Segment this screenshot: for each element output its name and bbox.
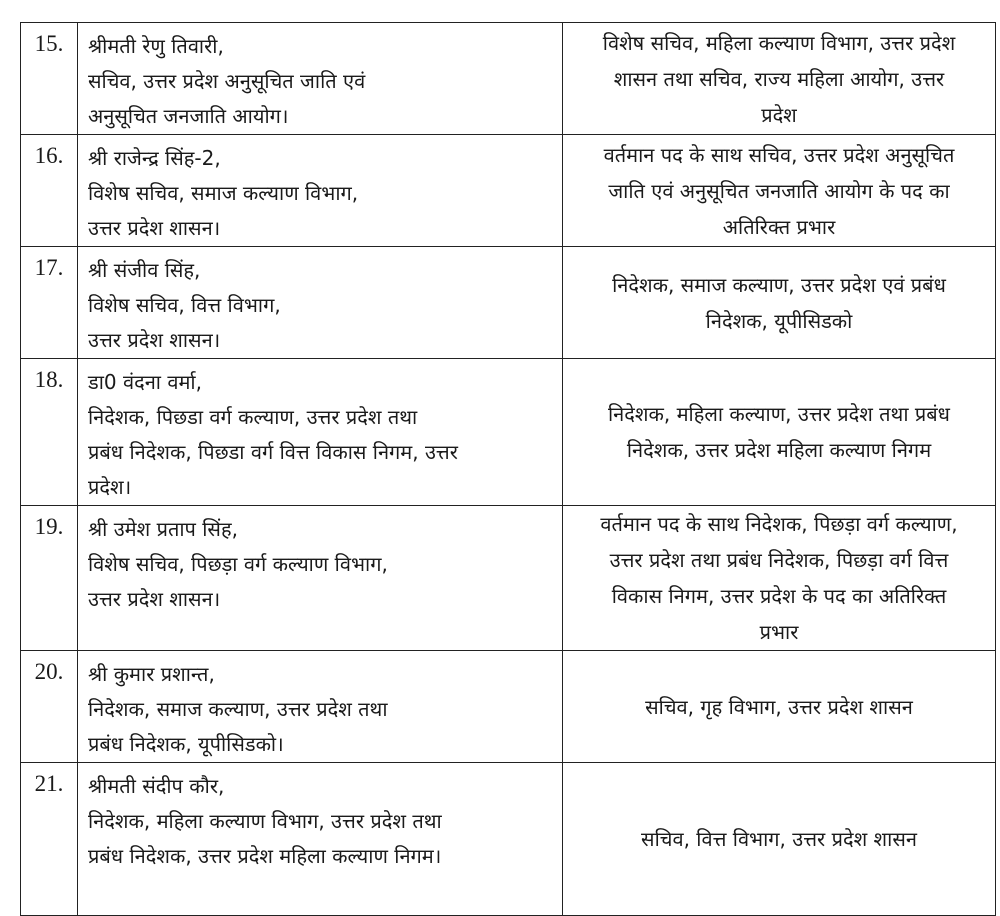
serial-number: 18. [21, 359, 78, 506]
text-line: निदेशक, यूपीसिडको [705, 308, 853, 333]
table-row [21, 23, 996, 135]
text-line: श्री संजीव सिंह, [88, 258, 201, 282]
text-line: प्रबंध निदेशक, उत्तर प्रदेश महिला कल्याण निगम। [88, 844, 442, 868]
text-line: अतिरिक्त प्रभार [722, 214, 836, 239]
text-line: श्रीमती रेणु तिवारी, [88, 34, 224, 58]
current-post-cell [78, 763, 563, 916]
text-line: विकास निगम, उत्तर प्रदेश के पद का अतिरिक्त [611, 584, 947, 608]
text-line: प्रबंध निदेशक, पिछडा वर्ग वित्त विकास निगम, उत्तर [88, 440, 458, 464]
text-line: वर्तमान पद के साथ सचिव, उत्तर प्रदेश अनुसूचित [603, 142, 955, 167]
text-line: निदेशक, समाज कल्याण, उत्तर प्रदेश तथा [88, 697, 388, 721]
text-line: डा0 वंदना वर्मा, [88, 370, 202, 394]
text-line: उत्तर प्रदेश शासन। [88, 587, 221, 611]
text-line: निदेशक, महिला कल्याण, उत्तर प्रदेश तथा प्रबंध [608, 402, 950, 426]
text-line: श्रीमती संदीप कौर, [88, 774, 225, 798]
serial-number: 16. [21, 135, 78, 247]
text-line: निदेशक, उत्तर प्रदेश महिला कल्याण निगम [626, 438, 932, 462]
new-post-cell [563, 651, 996, 763]
text-line: उत्तर प्रदेश तथा प्रबंध निदेशक, पिछड़ा वर्ग वित्त [609, 548, 949, 572]
text-line: प्रबंध निदेशक, यूपीसिडको। [88, 732, 284, 756]
text-line: निदेशक, पिछडा वर्ग कल्याण, उत्तर प्रदेश तथा [88, 405, 418, 429]
text-line: उत्तर प्रदेश शासन। [88, 328, 221, 352]
serial-number: 15. [21, 23, 78, 135]
text-line: विशेष सचिव, समाज कल्याण विभाग, [88, 181, 359, 205]
table-row [21, 651, 996, 763]
text-line: निदेशक, समाज कल्याण, उत्तर प्रदेश एवं प्रबंध [612, 272, 946, 297]
serial-number: 20. [21, 651, 78, 763]
text-line: विशेष सचिव, महिला कल्याण विभाग, उत्तर प्रदेश [602, 30, 956, 55]
text-line: वर्तमान पद के साथ निदेशक, पिछड़ा वर्ग कल्याण, [600, 512, 958, 536]
new-post-cell [563, 135, 996, 247]
new-post-cell [563, 763, 996, 916]
serial-number: 19. [21, 506, 78, 651]
text-line: विशेष सचिव, पिछड़ा वर्ग कल्याण विभाग, [88, 552, 388, 576]
officer-transfer-table [20, 22, 996, 916]
new-post-cell [563, 506, 996, 651]
table-row [21, 763, 996, 916]
text-line: श्री उमेश प्रताप सिंह, [88, 517, 238, 541]
current-post-cell [78, 651, 563, 763]
serial-number: 17. [21, 247, 78, 359]
text-line: प्रदेश। [88, 475, 132, 499]
text-line: निदेशक, महिला कल्याण विभाग, उत्तर प्रदेश तथा [88, 809, 442, 833]
table-row [21, 247, 996, 359]
table-row [21, 135, 996, 247]
text-line: प्रदेश [761, 102, 797, 127]
text-line: प्रभार [759, 620, 799, 644]
text-line: सचिव, उत्तर प्रदेश अनुसूचित जाति एवं [88, 69, 366, 93]
text-line: शासन तथा सचिव, राज्य महिला आयोग, उत्तर [613, 66, 945, 91]
table-row [21, 359, 996, 506]
text-line: विशेष सचिव, वित्त विभाग, [88, 293, 281, 317]
current-post-cell [78, 359, 563, 506]
text-line: उत्तर प्रदेश शासन। [88, 216, 221, 240]
text-line: श्री कुमार प्रशान्त, [88, 662, 215, 686]
text-line: श्री राजेन्द्र सिंह-2, [88, 146, 221, 170]
new-post-cell [563, 23, 996, 135]
current-post-cell [78, 247, 563, 359]
new-post-cell [563, 359, 996, 506]
text-line: सचिव, वित्त विभाग, उत्तर प्रदेश शासन [641, 827, 917, 851]
new-post-cell [563, 247, 996, 359]
current-post-cell [78, 23, 563, 135]
current-post-cell [78, 506, 563, 651]
table-row [21, 506, 996, 651]
current-post-cell [78, 135, 563, 247]
text-line: सचिव, गृह विभाग, उत्तर प्रदेश शासन [645, 694, 913, 719]
text-line: जाति एवं अनुसूचित जनजाति आयोग के पद का [608, 178, 950, 203]
text-line: अनुसूचित जनजाति आयोग। [88, 104, 289, 128]
serial-number: 21. [21, 763, 78, 916]
